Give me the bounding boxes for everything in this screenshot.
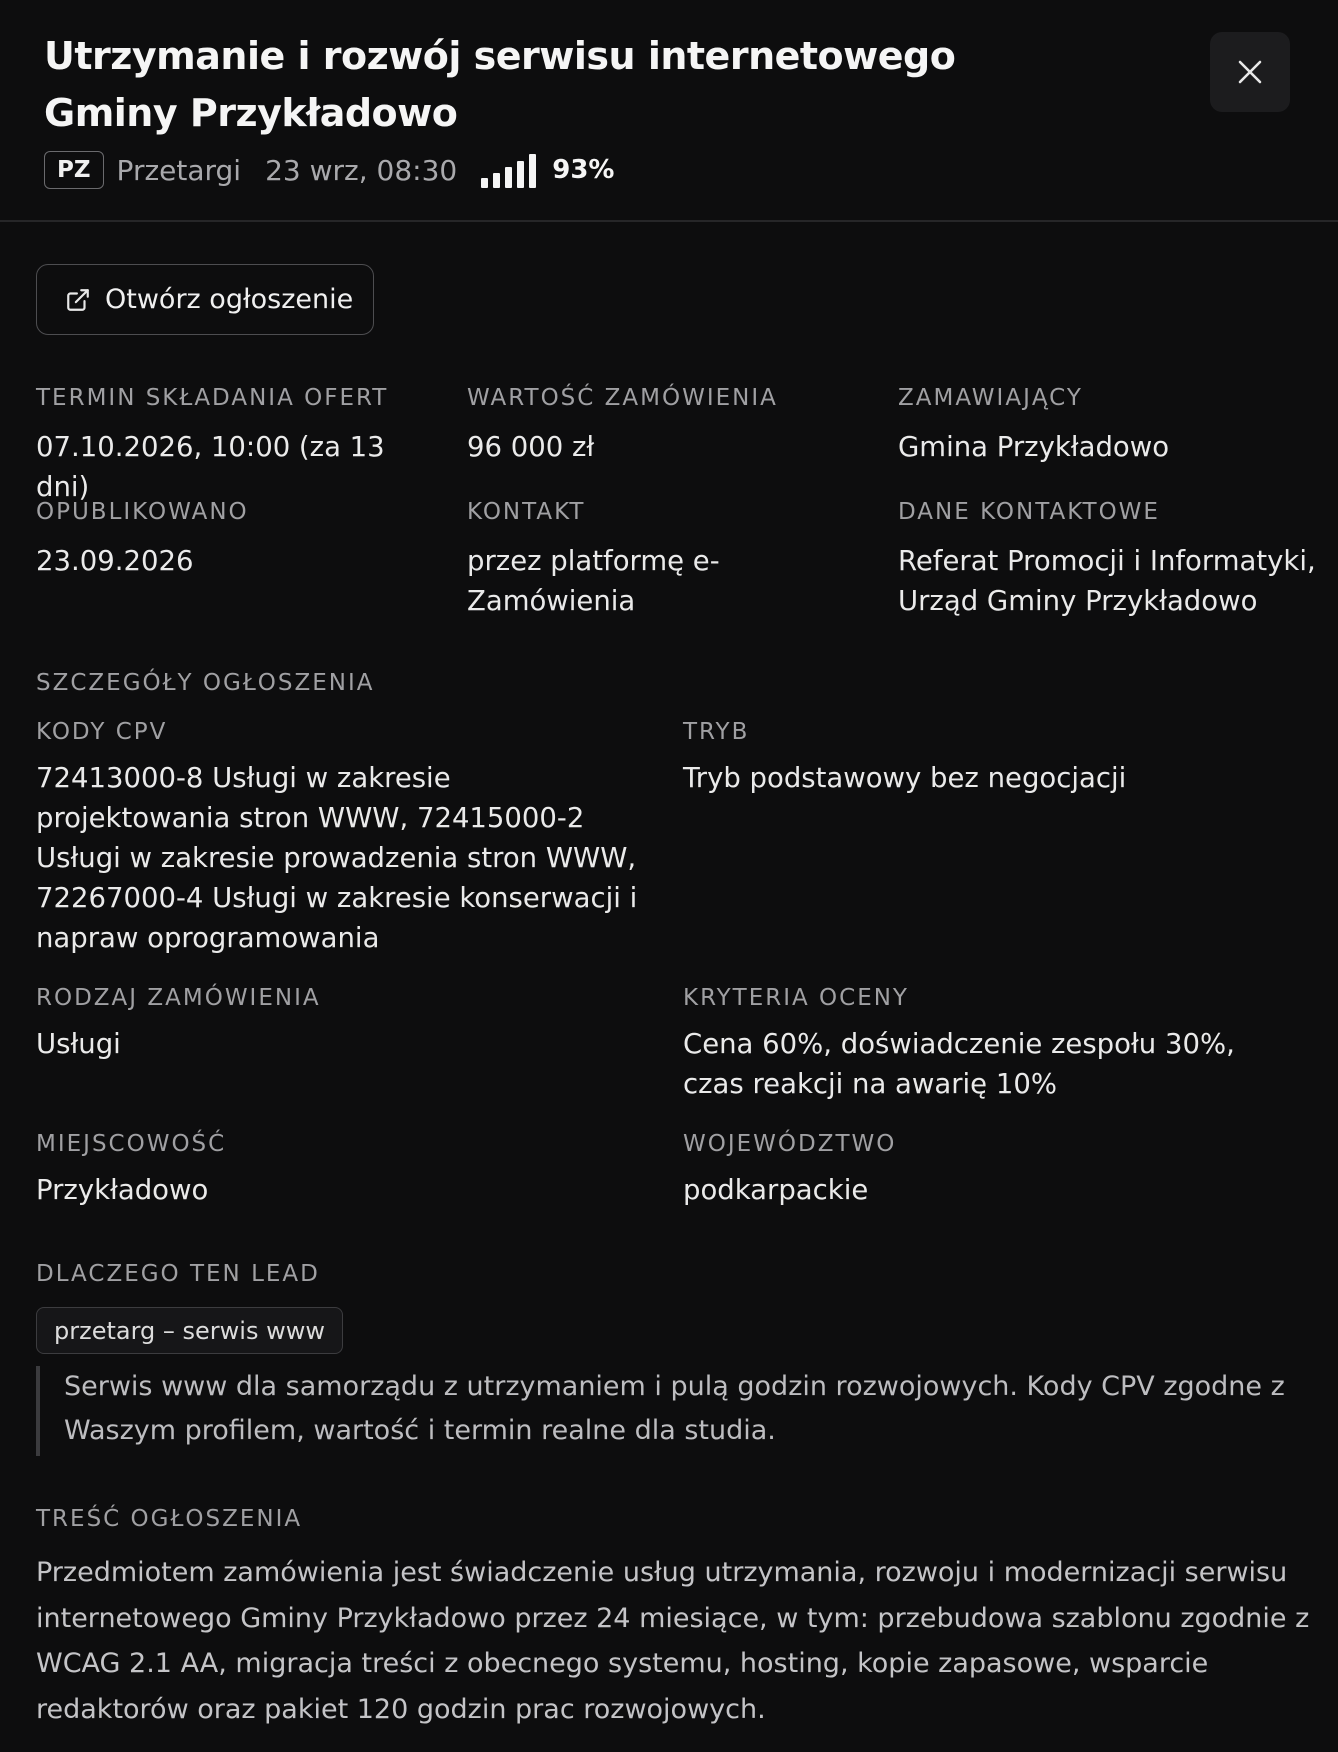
- buyer-value: Gmina Przykładowo: [898, 431, 1170, 463]
- mode-label: TRYB: [683, 719, 750, 745]
- open-announcement-button[interactable]: [36, 264, 374, 335]
- contact-label: KONTAKT: [467, 499, 586, 525]
- close-button[interactable]: [1210, 32, 1290, 112]
- match-score: 93%: [552, 155, 615, 185]
- external-link-icon: [65, 287, 91, 313]
- publish-date: 23 wrz, 08:30: [265, 153, 458, 187]
- city-value: Przykładowo: [36, 1174, 209, 1206]
- criteria-label: KRYTERIA OCENY: [683, 985, 909, 1011]
- mode-value: Tryb podstawowy bez negocjacji: [683, 762, 1127, 794]
- order-value-label: WARTOŚĆ ZAMÓWIENIA: [467, 385, 778, 411]
- order-type-value: Usługi: [36, 1028, 121, 1060]
- detail-header: [0, 0, 1338, 222]
- buyer-label: ZAMAWIAJĄCY: [898, 385, 1083, 411]
- order-type-label: RODZAJ ZAMÓWIENIA: [36, 985, 321, 1011]
- province-label: WOJEWÓDZTWO: [683, 1131, 897, 1157]
- contact-details-value: Referat Promocji i Informatyki, Urząd Gminy Przykładowo: [898, 545, 1316, 617]
- province-value: podkarpackie: [683, 1174, 869, 1206]
- criteria-value: Cena 60%, doświadczenie zespołu 30%, czas reakcji na awarię 10%: [683, 1028, 1235, 1100]
- content-text: Przedmiotem zamówienia jest świadczenie usług utrzymania, rozwoju i modernizacji serwisu internetowego Gminy Przykładowo przez 24 miesiące, w tym: przebudowa szablonu zgodnie z WCAG 2.1 AA, migracja treści z obecnego systemu, hosting, kopie zapasowe, wsparcie redaktorów oraz pakiet 120 godzin prac rozwojowych.: [36, 1557, 1310, 1725]
- deadline-value: 07.10.2026, 10:00 (za 13 dni): [36, 431, 385, 503]
- contact-value: przez platformę e-Zamówienia: [467, 545, 720, 617]
- details-section-title: SZCZEGÓŁY OGŁOSZENIA: [36, 670, 375, 696]
- city-label: MIEJSCOWOŚĆ: [36, 1131, 227, 1157]
- meta-row: [44, 150, 614, 190]
- why-lead-text: Serwis www dla samorządu z utrzymaniem i pulą godzin rozwojowych. Kody CPV zgodne z Waszym profilem, wartość i termin realne dla studia.: [64, 1371, 1285, 1446]
- signal-strength-icon: [481, 152, 536, 188]
- lead-tag: przetarg – serwis www: [36, 1307, 343, 1354]
- quote-bar: [36, 1366, 40, 1456]
- cpv-value: 72413000-8 Usługi w zakresie projektowania stron WWW, 72415000-2 Usługi w zakresie prowadzenia stron WWW, 72267000-4 Usługi w zakresie konserwacji i napraw oprogramowania: [36, 762, 638, 954]
- source-badge: PZ: [44, 151, 104, 189]
- open-announcement-label: Otwórz ogłoszenie: [105, 284, 354, 315]
- source-name: Przetargi: [116, 153, 242, 187]
- deadline-label: TERMIN SKŁADANIA OFERT: [36, 385, 389, 411]
- contact-details-label: DANE KONTAKTOWE: [898, 499, 1160, 525]
- published-value: 23.09.2026: [36, 545, 194, 577]
- cpv-label: KODY CPV: [36, 719, 168, 745]
- page-title: Utrzymanie i rozwój serwisu internetowego Gminy Przykładowo: [44, 34, 956, 135]
- content-section-title: TREŚĆ OGŁOSZENIA: [36, 1506, 303, 1532]
- published-label: OPUBLIKOWANO: [36, 499, 249, 525]
- order-value-value: 96 000 zł: [467, 431, 595, 463]
- close-icon: [1237, 59, 1263, 85]
- why-lead-section-title: DLACZEGO TEN LEAD: [36, 1261, 320, 1287]
